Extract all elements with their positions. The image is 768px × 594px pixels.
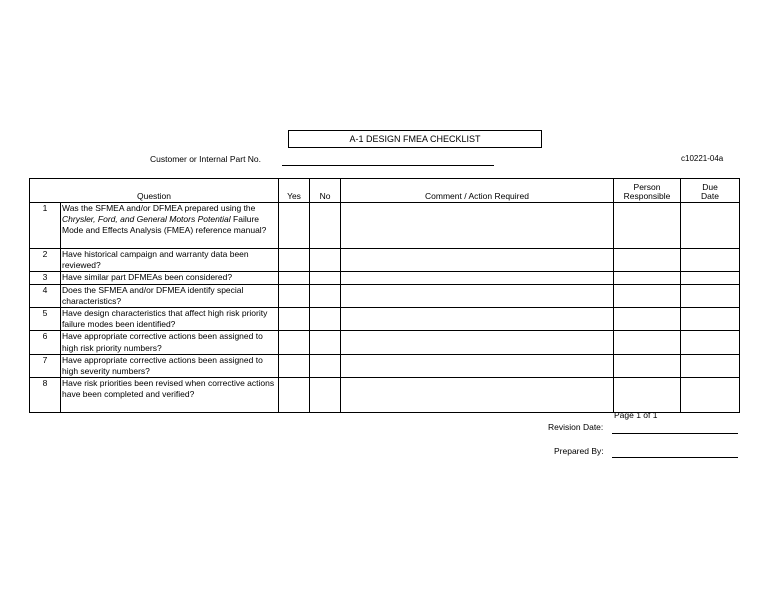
question-italic-text: Chrysler, Ford, and General Motors Potential xyxy=(62,214,231,225)
comment-cell[interactable] xyxy=(341,308,614,331)
row-question: Have design characteristics that affect high risk priority failure modes been identified? xyxy=(61,308,279,331)
yes-cell[interactable] xyxy=(279,354,310,377)
row-number: 6 xyxy=(30,331,61,354)
header-due-date xyxy=(681,179,740,203)
comment-cell[interactable] xyxy=(341,331,614,354)
due-date-cell[interactable] xyxy=(681,284,740,307)
comment-cell[interactable] xyxy=(341,354,614,377)
person-responsible-cell[interactable] xyxy=(614,378,681,413)
question-text: Was the SFMEA and/or DFMEA prepared using the xyxy=(62,203,256,213)
yes-cell[interactable] xyxy=(279,203,310,249)
row-question: Does the SFMEA and/or DFMEA identify special characteristics? xyxy=(61,284,279,307)
revision-date-field[interactable] xyxy=(612,433,738,434)
person-responsible-cell[interactable] xyxy=(614,203,681,249)
yes-cell[interactable] xyxy=(279,331,310,354)
person-responsible-cell[interactable] xyxy=(614,331,681,354)
person-responsible-cell[interactable] xyxy=(614,308,681,331)
table-row xyxy=(30,354,740,377)
person-responsible-cell[interactable] xyxy=(614,284,681,307)
no-cell[interactable] xyxy=(310,203,341,249)
no-cell[interactable] xyxy=(310,354,341,377)
comment-cell[interactable] xyxy=(341,249,614,272)
header-question: Question xyxy=(30,179,279,203)
no-cell[interactable] xyxy=(310,284,341,307)
comment-cell[interactable] xyxy=(341,203,614,249)
due-date-cell[interactable] xyxy=(681,378,740,413)
header-person-line2: Responsible xyxy=(623,191,671,201)
yes-cell[interactable] xyxy=(279,284,310,307)
header-due-line1: Due xyxy=(702,182,718,192)
due-date-cell[interactable] xyxy=(681,308,740,331)
table-row xyxy=(30,272,740,284)
header-yes: Yes xyxy=(279,179,310,203)
row-question: Have risk priorities been revised when corrective actions have been completed and verified? xyxy=(61,378,279,413)
row-question: Have historical campaign and warranty data been reviewed? xyxy=(61,249,279,272)
row-number: 8 xyxy=(30,378,61,413)
header-comment: Comment / Action Required xyxy=(341,179,614,203)
row-number: 4 xyxy=(30,284,61,307)
table-row xyxy=(30,249,740,272)
no-cell[interactable] xyxy=(310,272,341,284)
row-number: 7 xyxy=(30,354,61,377)
checklist-table xyxy=(29,178,740,413)
due-date-cell[interactable] xyxy=(681,354,740,377)
prepared-by-label: Prepared By: xyxy=(554,446,604,456)
due-date-cell[interactable] xyxy=(681,331,740,354)
checklist-title: A-1 DESIGN FMEA CHECKLIST xyxy=(288,130,542,148)
question-text: Failure Mode and Effects Analysis (FMEA) reference manual? xyxy=(62,214,267,236)
comment-cell[interactable] xyxy=(341,272,614,284)
yes-cell[interactable] xyxy=(279,308,310,331)
header-person-responsible xyxy=(614,179,681,203)
person-responsible-cell[interactable] xyxy=(614,272,681,284)
header-due-line2: Date xyxy=(701,191,719,201)
header-no: No xyxy=(310,179,341,203)
comment-cell[interactable] xyxy=(341,284,614,307)
no-cell[interactable] xyxy=(310,249,341,272)
row-number: 1 xyxy=(30,203,61,249)
row-number: 3 xyxy=(30,272,61,284)
due-date-cell[interactable] xyxy=(681,203,740,249)
revision-date-label: Revision Date: xyxy=(548,422,604,432)
due-date-cell[interactable] xyxy=(681,249,740,272)
table-row xyxy=(30,203,740,249)
yes-cell[interactable] xyxy=(279,378,310,413)
table-row xyxy=(30,378,740,413)
part-number-field[interactable] xyxy=(282,165,494,166)
due-date-cell[interactable] xyxy=(681,272,740,284)
person-responsible-cell[interactable] xyxy=(614,354,681,377)
header-person-line1: Person xyxy=(633,182,661,192)
person-responsible-cell[interactable] xyxy=(614,249,681,272)
row-question xyxy=(61,203,279,249)
prepared-by-field[interactable] xyxy=(612,457,738,458)
row-number: 5 xyxy=(30,308,61,331)
row-question: Have similar part DFMEAs been considered? xyxy=(61,272,279,284)
form-code: c10221-04a xyxy=(681,154,724,163)
table-header-row xyxy=(30,179,740,203)
row-question: Have appropriate corrective actions been assigned to high risk priority numbers? xyxy=(61,331,279,354)
page-indicator: Page 1 of 1 xyxy=(614,410,658,420)
table-row xyxy=(30,331,740,354)
no-cell[interactable] xyxy=(310,378,341,413)
no-cell[interactable] xyxy=(310,331,341,354)
yes-cell[interactable] xyxy=(279,272,310,284)
part-number-label: Customer or Internal Part No. xyxy=(150,154,262,164)
table-row xyxy=(30,308,740,331)
comment-cell[interactable] xyxy=(341,378,614,413)
yes-cell[interactable] xyxy=(279,249,310,272)
table-row xyxy=(30,284,740,307)
row-number: 2 xyxy=(30,249,61,272)
row-question: Have appropriate corrective actions been assigned to high severity numbers? xyxy=(61,354,279,377)
no-cell[interactable] xyxy=(310,308,341,331)
